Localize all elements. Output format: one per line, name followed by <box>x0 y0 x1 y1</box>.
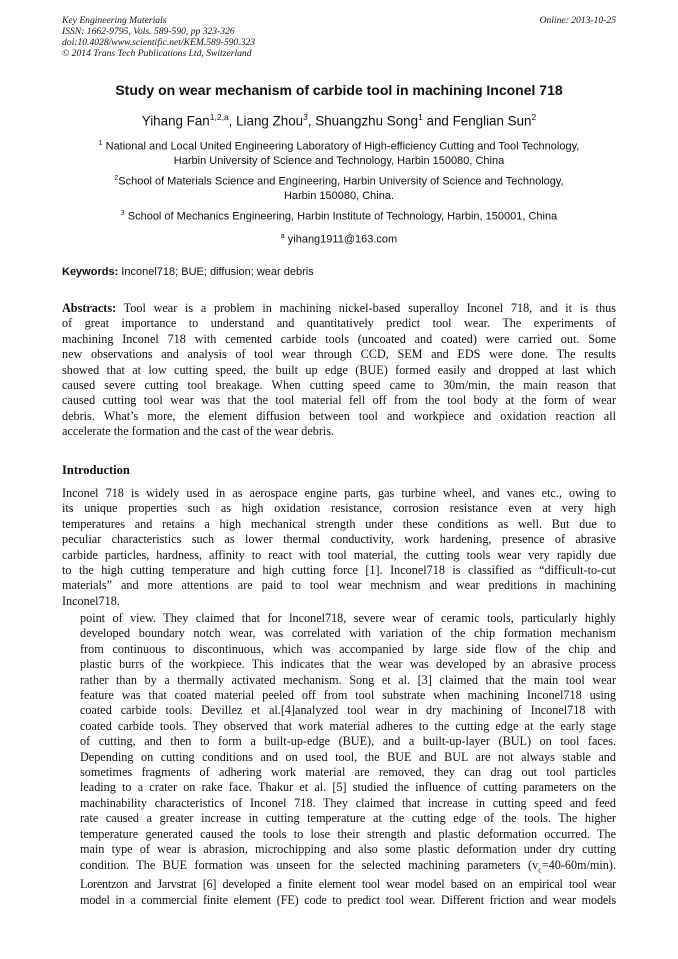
paragraph-line: materials” and more attentions are paid to tool wear mechnism and wear preditions in machining <box>62 578 616 593</box>
author-list <box>40 112 638 128</box>
abstract-label: Abstracts: <box>62 301 117 315</box>
author-superscript: 2 <box>531 112 537 122</box>
abstract-line: new observations and analysis of tool wear through CCD, SEM and EDS were done. The results <box>62 347 616 362</box>
author-email <box>62 230 616 247</box>
abstract-line: caused cutting tool wear was that the tool material fell off from the tool body at the form of wear <box>62 393 616 408</box>
author-superscript: 3 <box>303 112 308 122</box>
email-superscript: a <box>280 233 285 240</box>
paragraph-line: leading to a crater on rake face. Thakur et al. [5] studied the influence of cutting parameters on the <box>80 780 616 795</box>
abstract-line: showed that at low cutting speed, the built up edge (BUE) formed easily and dropped at last which <box>62 362 616 377</box>
paragraph-line: main type of wear is abrasion, microchipping and also some plastic deformation under dry cutting <box>80 842 616 857</box>
paragraph-line: condition. The BUE formation was unseen for the selected machining parameters $(v_c=40-60m/\min)$. <box>80 857 616 874</box>
author-name: Yihang Fan <box>141 113 210 129</box>
abstract-line: Abstracts: Tool wear is a problem in machining nickel-based superalloy Inconel 718, and it is thus <box>62 301 616 315</box>
intro-paragraph-2 <box>62 611 616 908</box>
doi-line: doi:10.4028/www.scientific.net/KEM.589-590.323 <box>62 37 256 48</box>
paragraph-line: point of view. They claimed that for lnconel718, severe wear of ceramic tools, particularly highly <box>80 611 616 625</box>
author-name: , Shuangzhu Song <box>307 113 419 129</box>
paragraph-line: carbide particles, hardness, affinity to react with tool material, the cutting tools wear very rapidly due <box>62 547 616 562</box>
paragraph-line: developed boundary notch wear, was correlated with variation of the chip formation mechanism <box>80 626 616 641</box>
affiliation-text: Harbin 150080, China. <box>283 189 395 202</box>
email-address: yihang1911@163.com <box>284 233 398 246</box>
journal-name: Key Engineering Materials <box>62 15 167 26</box>
paragraph-line: Inconel718. <box>62 593 120 608</box>
author-superscript: 1 <box>418 112 423 122</box>
affiliation-superscript: 1 <box>98 140 103 147</box>
author-name: , Liang Zhou <box>228 113 304 129</box>
paper-title: Study on wear mechanism of carbide tool in machining Inconel 718 <box>115 82 563 98</box>
paragraph-line: to the high cutting temperature and high cutting force [1]. Inconel718 is classified as “difficult-to-cut <box>62 563 616 578</box>
affiliation-text: School of Mechanics Engineering, Harbin Institute of Technology, Harbin, 150001, China <box>124 210 558 223</box>
copyright-line: © 2014 Trans Tech Publications Ltd, Switzerland <box>62 48 252 59</box>
abstract-line: of great importance to understand and quantitatively predict tool wear. The experiments of <box>62 316 616 331</box>
author-name: and Fenglian Sun <box>422 113 532 129</box>
paragraph-line: coated carbide tools. They observed that work material adheres to the cutting edge at the early stage <box>80 718 616 733</box>
affiliation-1 <box>62 137 616 168</box>
keywords <box>62 266 616 278</box>
paragraph-line: peculiar characteristics such as lower thermal conductivity, work hardening, presence of abrasive <box>62 532 616 547</box>
abstract-line: machining Inconel 718 with cemented carbide tools (uncoated and coated) were carried out. Some <box>62 331 616 346</box>
issn-line: ISSN: 1662-9795, Vols. 589-590, pp 323-326 <box>62 26 235 37</box>
intro-paragraph-1 <box>62 486 616 609</box>
abstract-line: debris. What’s more, the element diffusion between tool and workpiece and oxidation reaction all <box>62 408 616 423</box>
paragraph-line: sometimes fragments of adhering work material are removed, they can drag out tool particles <box>80 765 616 780</box>
affiliation-text: National and Local United Engineering Laboratory of High-efficiency Cutting and Tool Technology, <box>102 140 580 153</box>
paragraph-line: Inconel 718 is widely used in as aerospace engine parts, gas turbine wheel, and vanes etc., owing to <box>62 486 616 500</box>
paragraph-line: temperatures and retains a high mechanical strength under these conditions as well. But due to <box>62 516 616 531</box>
paragraph-line: rate caused a greater increase in cutting temperature at the cutting edge of the tools. The higher <box>80 811 616 826</box>
affiliation-2 <box>62 172 616 203</box>
keywords-label: Keywords: <box>62 266 119 278</box>
affiliation-3 <box>62 207 616 224</box>
online-date: Online: 2013-10-25 <box>539 15 616 26</box>
paragraph-line: of cutting, and then to form a built-up-edge (BUE), and a built-up-layer (BUL) on tool faces. <box>80 734 616 749</box>
paragraph-line: coated carbide tools. Devillez et al.[4]analyzed tool wear in dry machining of Inconel718 with <box>80 703 616 718</box>
paragraph-line: plastic burrs of the workpiece. This indicates that the wear was developed by an abrasive process <box>80 657 616 672</box>
abstract <box>62 301 616 440</box>
paragraph-line: Depending on cutting conditions and on used tool, the BUE and BUL are not always stable and <box>80 749 616 764</box>
abstract-line: accelerate the formation and the cast of the wear debris. <box>62 424 335 439</box>
paragraph-line: temperature generated caused the tools to lose their strength and plastic deformation occurred. The <box>80 826 616 841</box>
affiliation-text: Harbin University of Science and Technology, Harbin 150080, China <box>173 154 505 167</box>
affiliation-superscript: 3 <box>120 210 125 217</box>
paragraph-line: machinability characteristics of Inconel 718. They claimed that increase in cutting speed and feed <box>80 795 616 810</box>
affiliation-text: School of Materials Science and Engineering, Harbin University of Science and Technology, <box>118 175 564 188</box>
affiliation-superscript: 2 <box>114 175 119 182</box>
author-superscript: 1,2,a <box>209 112 229 122</box>
paragraph-line: its unique properties such as high oxidation resistance, corrosion resistance even at very high <box>62 501 616 516</box>
paragraph-line: feature was that coated material peeled off from tool substrate when machining Inconel718 using <box>80 688 616 703</box>
keywords-text: Inconel718; BUE; diffusion; wear debris <box>118 266 314 278</box>
paragraph-line: model in a commercial finite element (FE) code to predict tool wear. Different friction and wear models <box>80 892 616 907</box>
paragraph-line: from continuous to discontinuous, which was accompanied by large side flow of the chip and <box>80 641 616 656</box>
section-heading: Introduction <box>62 463 130 477</box>
abstract-line: caused severe cutting tool breakage. When cutting speed came to 30m/min, the main reason that <box>62 378 616 393</box>
paragraph-line: rather than by a thermally activated mechanism. Song et al. [3] claimed that the main tool wear <box>80 672 616 687</box>
paragraph-line: Lorentzon and Jarvstrat [6] developed a finite element tool wear model based on an empirical tool wear <box>80 877 616 892</box>
journal-header <box>62 15 616 59</box>
